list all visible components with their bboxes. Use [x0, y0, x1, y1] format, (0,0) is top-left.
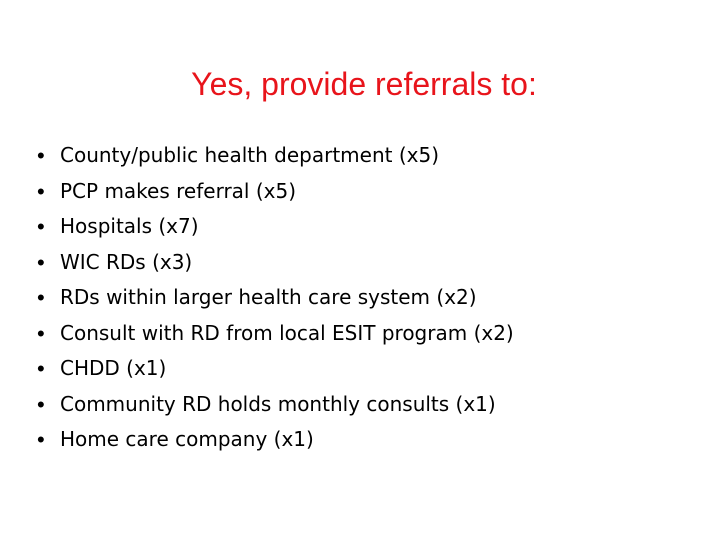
bullet-icon: • [37, 285, 45, 310]
bullet-icon: • [37, 427, 45, 452]
list-item-text: WIC RDs (x3) [60, 249, 193, 274]
list-item [37, 387, 514, 423]
list-item-text: CHDD (x1) [60, 356, 167, 380]
list-item-text: Home care company (x1) [60, 427, 314, 451]
list-item-text: County/public health department (x5) [60, 143, 440, 167]
bullet-icon: • [37, 143, 45, 168]
list-item-text: Community RD holds monthly consults (x1) [60, 391, 496, 416]
list-item [37, 138, 514, 174]
list-item [37, 245, 514, 281]
referral-list [37, 138, 514, 458]
slide-title: Yes, provide referrals to: [191, 66, 537, 102]
list-item [37, 280, 514, 316]
list-item [37, 422, 514, 458]
bullet-icon: • [37, 356, 45, 381]
bullet-icon: • [37, 249, 45, 275]
list-item-text: Consult with RD from local ESIT program (x2) [60, 320, 514, 345]
list-item [37, 174, 514, 210]
list-item [37, 209, 514, 245]
list-item-text: PCP makes referral (x5) [60, 178, 296, 203]
list-item-text: RDs within larger health care system (x2) [60, 285, 477, 309]
list-item-text: Hospitals (x7) [60, 214, 199, 238]
list-item [37, 351, 514, 387]
bullet-icon: • [37, 178, 45, 204]
bullet-icon: • [37, 320, 45, 346]
list-item [37, 316, 514, 352]
bullet-icon: • [37, 214, 45, 239]
bullet-icon: • [37, 391, 45, 417]
